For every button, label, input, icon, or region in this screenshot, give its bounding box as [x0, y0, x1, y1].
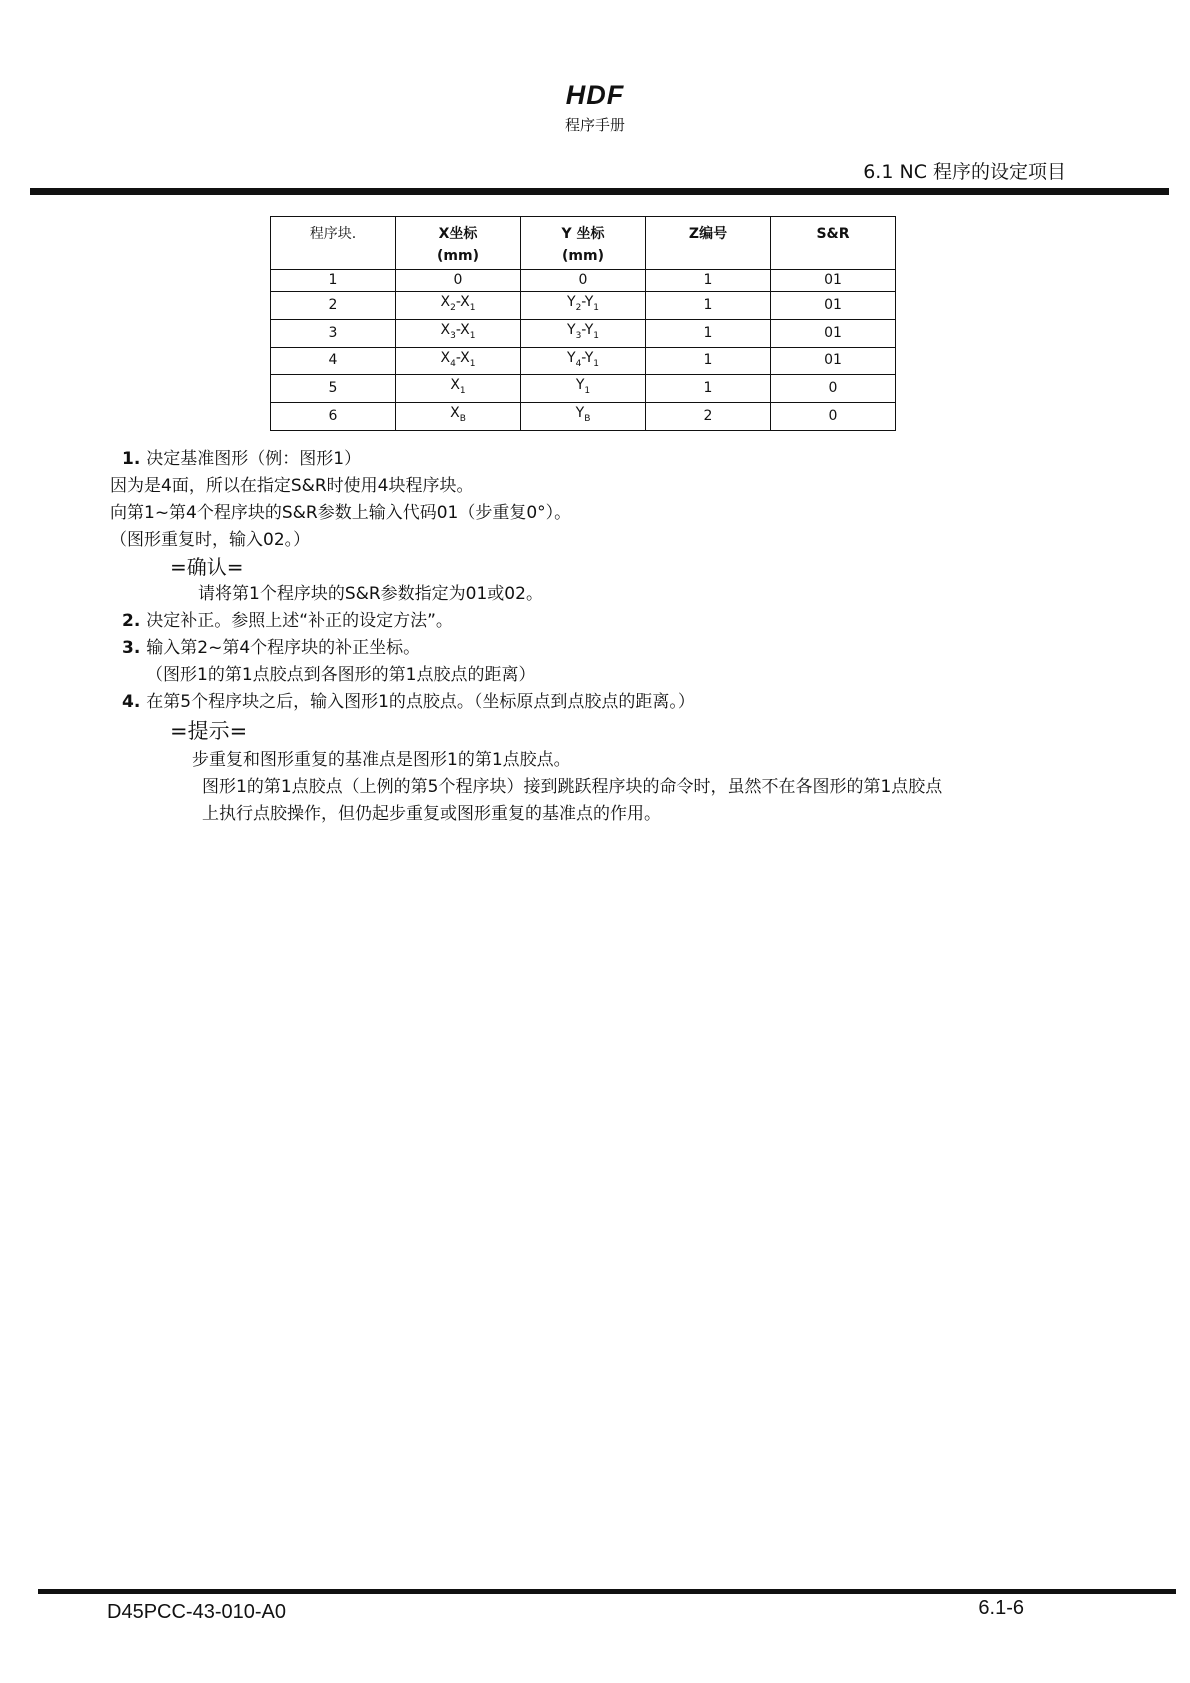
- hint-text: 上执行点胶操作，但仍起步重复或图形重复的基准点的作用。: [202, 804, 661, 824]
- step-1-detail: 因为是4面，所以在指定S&R时使用4块程序块。: [110, 476, 474, 496]
- hint-text: 步重复和图形重复的基准点是图形1的第1点胶点。: [192, 750, 571, 770]
- cell-y: $Y_2-Y_1$: [521, 292, 646, 320]
- header-sr: S&R: [771, 217, 896, 270]
- cell-z: 1: [646, 347, 771, 375]
- header-rule: [30, 188, 1169, 195]
- confirm-text: 请将第1个程序块的S&R参数指定为01或02。: [198, 584, 543, 604]
- cell-y: 0: [521, 270, 646, 292]
- cell-z: 1: [646, 375, 771, 403]
- hint-heading: =提示=: [170, 719, 248, 743]
- cell-block: 5: [271, 375, 396, 403]
- cell-z: 1: [646, 270, 771, 292]
- header-z: Z编号: [646, 217, 771, 270]
- cell-block: 6: [271, 403, 396, 431]
- cell-sr: 01: [771, 347, 896, 375]
- footer-rule: [38, 1589, 1176, 1594]
- step-1: 1. 决定基准图形（例：图形1）: [122, 449, 362, 469]
- cell-x: $X_4-X_1$: [396, 347, 521, 375]
- cell-z: 2: [646, 403, 771, 431]
- hint-text: 图形1的第1点胶点（上例的第5个程序块）接到跳跃程序块的命令时，虽然不在各图形的第1点胶点: [202, 777, 943, 797]
- table-body: [271, 270, 896, 431]
- document-code: D45PCC-43-010-A0: [107, 1601, 286, 1623]
- cell-block: 4: [271, 347, 396, 375]
- step-2: 2. 决定补正。参照上述“补正的设定方法”。: [122, 611, 453, 631]
- manual-subtitle: 程序手册: [564, 116, 625, 134]
- header-block: 程序块.: [271, 217, 396, 270]
- step-1-detail: 向第1~第4个程序块的S&R参数上输入代码01（步重复0°）。: [110, 503, 572, 523]
- table-row: [271, 270, 896, 292]
- step-4: 4. 在第5个程序块之后，输入图形1的点胶点。（坐标原点到点胶点的距离。）: [122, 692, 695, 712]
- cell-x: $X_B$: [396, 403, 521, 431]
- page-number: 6.1-6: [978, 1597, 1024, 1619]
- cell-z: 1: [646, 292, 771, 320]
- cell-sr: 0: [771, 375, 896, 403]
- confirm-heading: =确认=: [170, 555, 244, 579]
- section-heading: 6.1 NC 程序的设定项目: [863, 161, 1066, 183]
- cell-y: $Y_3-Y_1$: [521, 319, 646, 347]
- header-y: Y 坐标 (mm): [521, 217, 646, 270]
- table-header-row: [271, 217, 896, 270]
- cell-y: $Y_4-Y_1$: [521, 347, 646, 375]
- cell-y: $Y_1$: [521, 375, 646, 403]
- cell-block: 1: [271, 270, 396, 292]
- cell-x: $X_1$: [396, 375, 521, 403]
- cell-x: 0: [396, 270, 521, 292]
- cell-block: 3: [271, 319, 396, 347]
- table-row: [271, 403, 896, 431]
- cell-x: $X_3-X_1$: [396, 319, 521, 347]
- cell-sr: 01: [771, 292, 896, 320]
- cell-sr: 01: [771, 319, 896, 347]
- cell-block: 2: [271, 292, 396, 320]
- step-3-detail: （图形1的第1点胶点到各图形的第1点胶点的距离）: [146, 665, 536, 685]
- cell-z: 1: [646, 319, 771, 347]
- cell-x: $X_2-X_1$: [396, 292, 521, 320]
- instruction-text: [110, 446, 1110, 828]
- program-block-table: [270, 216, 896, 431]
- table-header: [271, 217, 896, 270]
- step-3: 3. 输入第2~第4个程序块的补正坐标。: [122, 638, 421, 658]
- cell-sr: 0: [771, 403, 896, 431]
- header-x: X坐标 (mm): [396, 217, 521, 270]
- table-row: [271, 292, 896, 320]
- table-row: [271, 319, 896, 347]
- table-row: [271, 375, 896, 403]
- brand-title: HDF: [565, 80, 625, 110]
- cell-sr: 01: [771, 270, 896, 292]
- table-row: [271, 347, 896, 375]
- step-1-detail: （图形重复时，输入02。）: [110, 530, 311, 550]
- cell-y: $Y_B$: [521, 403, 646, 431]
